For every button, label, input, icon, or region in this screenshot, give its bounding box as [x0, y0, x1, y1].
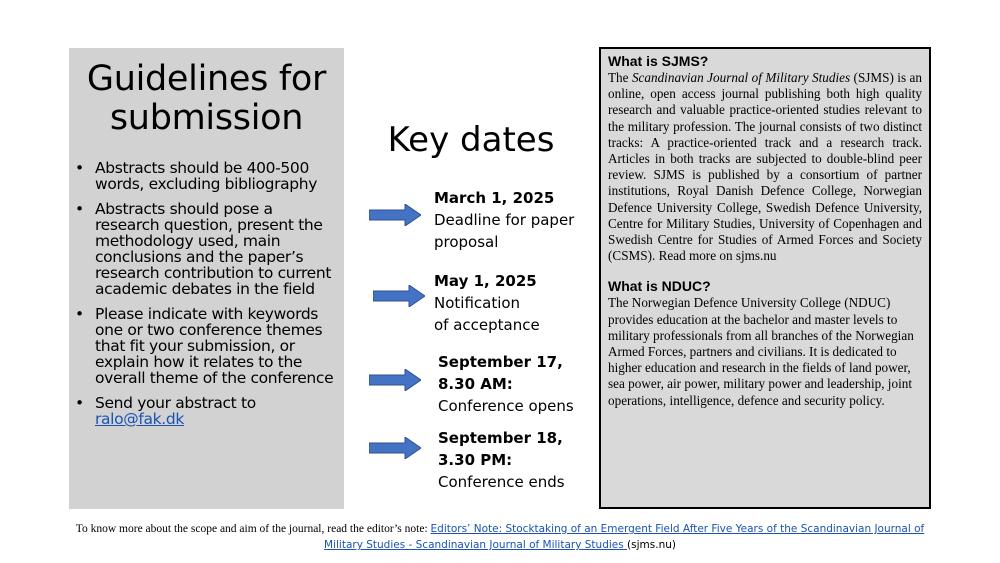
guidelines-panel	[69, 48, 344, 509]
sjms-description: The Scandinavian Journal of Military Studies (SJMS) is an online, open access journal publishing both high quality research and valuable practice-oriented studies relevant to the military profession. The journal consists of two distinct tracks: A practice-oriented track and a research track. Articles in both tracks are subjected to double-blind peer review. SJMS is published by a consortium of partner institutions, Royal Danish Defence College, Norwegian Defence University College, Swedish Defence University, Centre for Military Studies, University of Copenhagen and Swedish Centre for Studies of Armed Forces and Society (CSMS). Read more on sjms.nu	[608, 70, 922, 264]
nduc-description: The Norwegian Defence University College (NDUC) provides education at the bachelor and master levels to military professionals from all branches of the Norwegian Armed Forces, partners and civilians. It is dedicated to higher education and research in the fields of land power, sea power, air power, military power and leadership, joint operations, intelligence, defence and security policy.	[608, 295, 914, 408]
arrow-right-icon	[373, 285, 425, 307]
list-item: • Abstracts should pose a research question, present the methodology used, main conclusions and the paper’s research contribution to current academic debates in the field	[75, 200, 332, 298]
arrow-shape	[373, 285, 425, 307]
nduc-heading: What is NDUC?	[608, 278, 711, 295]
list-item: • Abstracts should be 400-500 words, excluding bibliography	[75, 159, 318, 193]
editors-note-link[interactable]: Editors’ Note: Stocktaking of an Emergent Field After Five Years of the Scandinavian Journal of Military Studies - Scandinavian Journal of Military Studies	[324, 523, 925, 551]
date-conference-ends: September 18, 3.30 PM: Conference ends	[438, 429, 565, 491]
footer-note: To know more about the scope and aim of the journal, read the editor’s note: Editors’ Note: Stocktaking of an Emergent Field After Five Years of the Scandinavian Journal of Military Studies - Scandinavian Journal of Military Studies (sjms.nu)	[75, 523, 925, 551]
date-notification: May 1, 2025 Notification of acceptance	[434, 272, 540, 334]
arrow-right-icon	[369, 369, 421, 391]
guidelines-title: Guidelines for submission	[86, 59, 327, 138]
email-link[interactable]: ralo@fak.dk	[95, 410, 184, 428]
bullet: •	[75, 200, 84, 218]
arrow-shape	[369, 369, 421, 391]
bullet: •	[75, 305, 84, 323]
arrow-shape	[369, 437, 421, 459]
sjms-heading: What is SJMS?	[608, 53, 709, 69]
key-dates-title: Key dates	[387, 120, 555, 160]
arrow-right-icon	[369, 204, 421, 226]
date-conference-opens: September 17, 8.30 AM: Conference opens	[438, 353, 574, 415]
date-deadline: March 1, 2025 Deadline for paper proposal	[434, 189, 575, 251]
arrow-shape	[369, 204, 421, 226]
arrow-right-icon	[369, 437, 421, 459]
bullet: •	[75, 159, 84, 177]
list-item: • Please indicate with keywords one or two conference themes that fit your submission, or explain how it relates to the overall theme of the conference	[75, 305, 334, 387]
list-item: • Send your abstract to ralo@fak.dk	[75, 394, 256, 428]
bullet: •	[75, 394, 84, 412]
info-box	[599, 47, 931, 509]
guidelines-list	[75, 160, 337, 436]
